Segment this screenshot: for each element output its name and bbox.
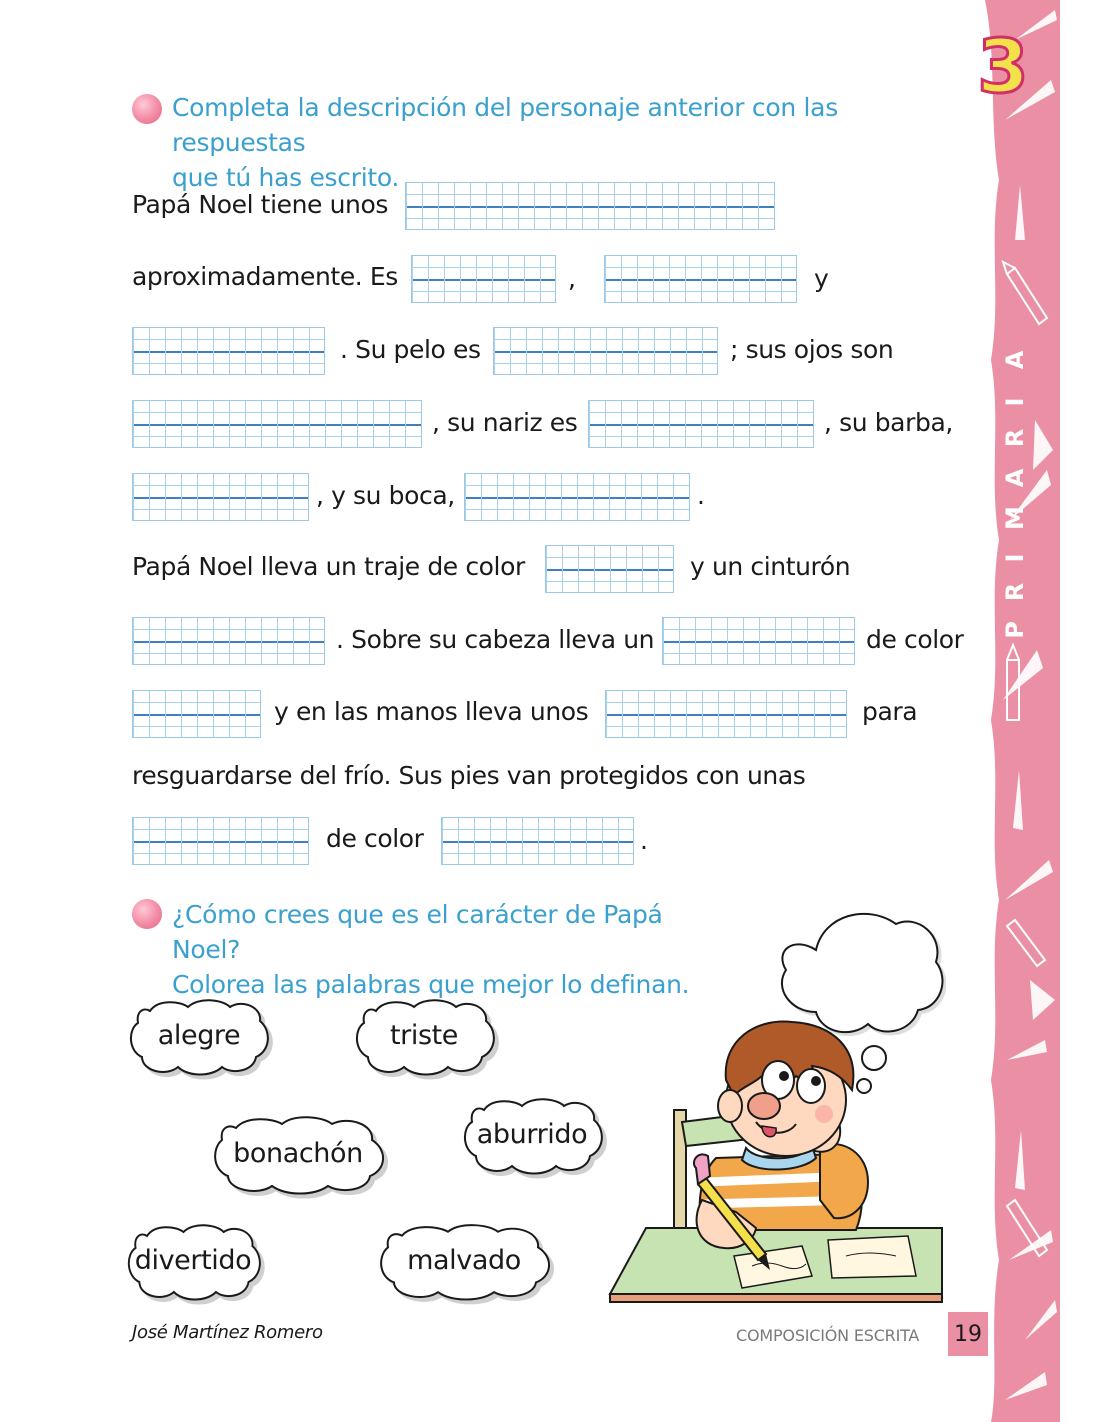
instruction-line: ¿Cómo crees que es el carácter de Papá Noel? xyxy=(172,900,663,964)
sentence-text: de color xyxy=(866,625,964,654)
writing-box[interactable] xyxy=(132,400,422,448)
writing-box[interactable] xyxy=(441,817,634,865)
level-letter: R xyxy=(1001,428,1029,448)
level-letter: A xyxy=(1001,468,1029,488)
writing-box[interactable] xyxy=(132,617,325,665)
writing-box[interactable] xyxy=(132,327,325,375)
word-cloud-divertido[interactable] xyxy=(126,1222,260,1298)
writing-box[interactable] xyxy=(132,817,309,865)
sentence-text: . Sobre su cabeza lleva un xyxy=(336,625,655,654)
side-strip xyxy=(985,0,1060,1422)
sentence-text: , xyxy=(568,264,576,293)
writing-box[interactable] xyxy=(604,255,797,303)
word-label: divertido xyxy=(134,1244,252,1276)
word-cloud-triste[interactable] xyxy=(354,997,494,1073)
word-cloud-bonachon[interactable] xyxy=(210,1114,386,1192)
level-letter: I xyxy=(1001,397,1029,407)
writing-box[interactable] xyxy=(588,400,814,448)
word-cloud-malvado[interactable] xyxy=(376,1222,552,1298)
word-label: malvado xyxy=(407,1244,521,1276)
sentence-text: resguardarse del frío. Sus pies van protegidos con unas xyxy=(132,761,806,790)
sentence-text: , su barba, xyxy=(824,408,953,437)
exercise-bullet xyxy=(132,94,162,124)
writing-box[interactable] xyxy=(132,690,261,738)
writing-box[interactable] xyxy=(405,182,775,230)
level-letter: P xyxy=(1001,621,1029,639)
sentence-text: para xyxy=(862,697,918,726)
sentence-text: y un cinturón xyxy=(690,552,851,581)
author-name: José Martínez Romero xyxy=(132,1322,323,1343)
sentence-text: ; sus ojos son xyxy=(730,335,894,364)
instruction-line: que tú has escrito. xyxy=(172,163,400,192)
sentence-text: , y su boca, xyxy=(316,481,455,510)
word-label: bonachón xyxy=(233,1137,363,1169)
sentence-text: . xyxy=(697,481,705,510)
pencil-pattern-decoration xyxy=(985,0,1060,1422)
level-letter: I xyxy=(1001,553,1029,563)
word-label: alegre xyxy=(157,1019,241,1051)
word-label: triste xyxy=(389,1019,459,1051)
writing-box[interactable] xyxy=(605,690,847,738)
thinking-boy-illustration xyxy=(606,900,946,1310)
sentence-text: de color xyxy=(326,824,424,853)
writing-box[interactable] xyxy=(662,617,855,665)
sentence-text: y en las manos lleva unos xyxy=(274,697,589,726)
writing-box[interactable] xyxy=(132,473,309,521)
sentence-text: aproximadamente. Es xyxy=(132,262,398,291)
sentence-text: y xyxy=(814,264,829,293)
writing-box[interactable] xyxy=(545,545,674,593)
instruction-line: Colorea las palabras que mejor lo definan. xyxy=(172,970,690,999)
sentence-text: . xyxy=(640,826,648,855)
exercise-1-instruction xyxy=(172,90,962,195)
writing-box[interactable] xyxy=(411,255,556,303)
exercise-bullet xyxy=(132,899,162,929)
sentence-text: Papá Noel tiene unos xyxy=(132,190,388,219)
writing-box[interactable] xyxy=(493,327,718,375)
section-title: COMPOSICIÓN ESCRITA xyxy=(736,1326,920,1345)
word-label: aburrido xyxy=(476,1118,588,1150)
instruction-line: Completa la descripción del personaje anterior con las respuestas xyxy=(172,93,838,157)
boy-writing-illustration xyxy=(606,900,946,1305)
level-letter: A xyxy=(1001,350,1029,370)
writing-box[interactable] xyxy=(464,473,690,521)
grade-number: 3 xyxy=(977,24,1029,110)
word-cloud-alegre[interactable] xyxy=(128,997,270,1073)
level-letter: M xyxy=(1001,506,1029,530)
word-cloud-aburrido[interactable] xyxy=(462,1096,602,1172)
level-letter: R xyxy=(1001,582,1029,602)
sentence-text: . Su pelo es xyxy=(340,335,481,364)
page-number: 19 xyxy=(948,1312,988,1356)
sentence-text: Papá Noel lleva un traje de color xyxy=(132,552,525,581)
sentence-text: , su nariz es xyxy=(432,408,578,437)
